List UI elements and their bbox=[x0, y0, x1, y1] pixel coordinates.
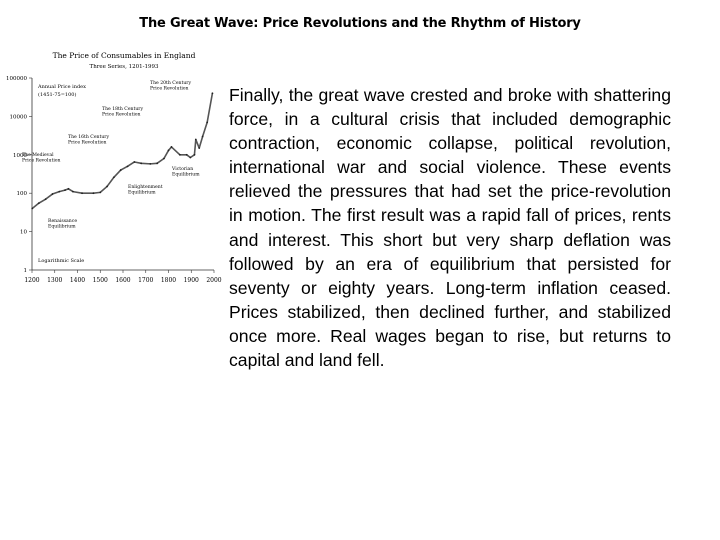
data-point bbox=[106, 186, 108, 188]
y-tick-label: 100 bbox=[16, 191, 27, 198]
price-chart bbox=[2, 48, 222, 290]
chart-annotation: Enlightenment Equilibrium bbox=[128, 185, 163, 196]
chart-annotation: The 16th Century Price Revolution bbox=[68, 135, 110, 146]
data-point bbox=[45, 198, 47, 200]
data-point bbox=[179, 154, 181, 156]
x-tick-label: 1300 bbox=[47, 277, 63, 284]
data-point bbox=[202, 136, 204, 138]
data-point bbox=[68, 188, 70, 190]
data-point bbox=[64, 189, 66, 191]
x-tick-label: 1200 bbox=[24, 277, 40, 284]
data-point bbox=[58, 191, 60, 193]
y-tick-label: 10000 bbox=[9, 114, 27, 121]
data-point bbox=[163, 158, 165, 160]
x-tick-label: 1700 bbox=[138, 277, 154, 284]
chart-annotation: Renaissance Equilibrium bbox=[48, 219, 78, 230]
legend-note: (1451-75=100) bbox=[38, 92, 77, 98]
y-tick-label: 1000 bbox=[13, 152, 27, 159]
data-point bbox=[31, 208, 33, 210]
x-tick-label: 1500 bbox=[92, 277, 108, 284]
data-point bbox=[133, 161, 135, 163]
data-point bbox=[113, 176, 115, 178]
y-tick-label: 10 bbox=[20, 229, 27, 236]
x-tick-label: 1800 bbox=[160, 277, 177, 284]
data-point bbox=[189, 157, 191, 159]
data-point bbox=[93, 192, 95, 194]
price-chart-figure bbox=[2, 48, 222, 290]
data-point bbox=[38, 202, 40, 204]
data-point bbox=[195, 139, 197, 141]
chart-annotation: The 20th Century Price Revolution bbox=[150, 81, 192, 92]
data-point bbox=[99, 191, 101, 193]
x-tick-label: 1600 bbox=[115, 277, 131, 284]
chart-annotation: The 18th Century Price Revolution bbox=[102, 107, 144, 118]
body-paragraph: Finally, the great wave crested and broke with shattering force, in a cultural crisis that included demographic contraction, economic collapse, political revolution, international war and social violence. These events relieved the pressures that had set the price-revolution in motion. The first result was a rapid fall of prices, rents and interest. This short but very sharp deflation was followed by an era of equilibrium that persisted for seventy or eighty years. Long-term inflation ceased. Prices stabilized, then declined further, and stabilized once more. Real wages began to rise, but returns to capital and land fell. bbox=[229, 85, 671, 371]
data-point bbox=[127, 165, 129, 167]
slide-title: The Great Wave: Price Revolutions and the Rhythm of History bbox=[139, 16, 581, 31]
data-point bbox=[120, 169, 122, 171]
data-point bbox=[81, 192, 83, 194]
data-point bbox=[194, 154, 196, 156]
legend-note: Annual Price index bbox=[38, 84, 86, 90]
y-tick-label: 100000 bbox=[6, 76, 27, 82]
data-point bbox=[52, 193, 54, 195]
chart-subtitle: Three Series, 1201-1993 bbox=[89, 64, 159, 70]
x-tick-label: 1900 bbox=[183, 277, 199, 284]
data-point bbox=[186, 154, 188, 156]
data-point bbox=[198, 147, 200, 149]
data-point bbox=[212, 92, 214, 94]
x-tick-label: 1400 bbox=[69, 277, 86, 284]
x-tick-label: 2000 bbox=[206, 277, 222, 284]
data-point bbox=[156, 162, 158, 164]
data-point bbox=[168, 150, 170, 152]
data-point bbox=[72, 191, 74, 193]
data-point bbox=[149, 163, 151, 165]
data-point bbox=[140, 162, 142, 164]
chart-title: The Price of Consumables in England bbox=[52, 51, 196, 60]
chart-annotation: Victorian Equilibrium bbox=[172, 167, 200, 178]
data-point bbox=[171, 146, 173, 148]
y-tick-label: 1 bbox=[23, 268, 27, 274]
data-point bbox=[206, 121, 208, 123]
chart-annotation: The Medieval Price Revolution bbox=[22, 153, 61, 164]
scale-note: Logarithmic Scale bbox=[38, 258, 85, 264]
